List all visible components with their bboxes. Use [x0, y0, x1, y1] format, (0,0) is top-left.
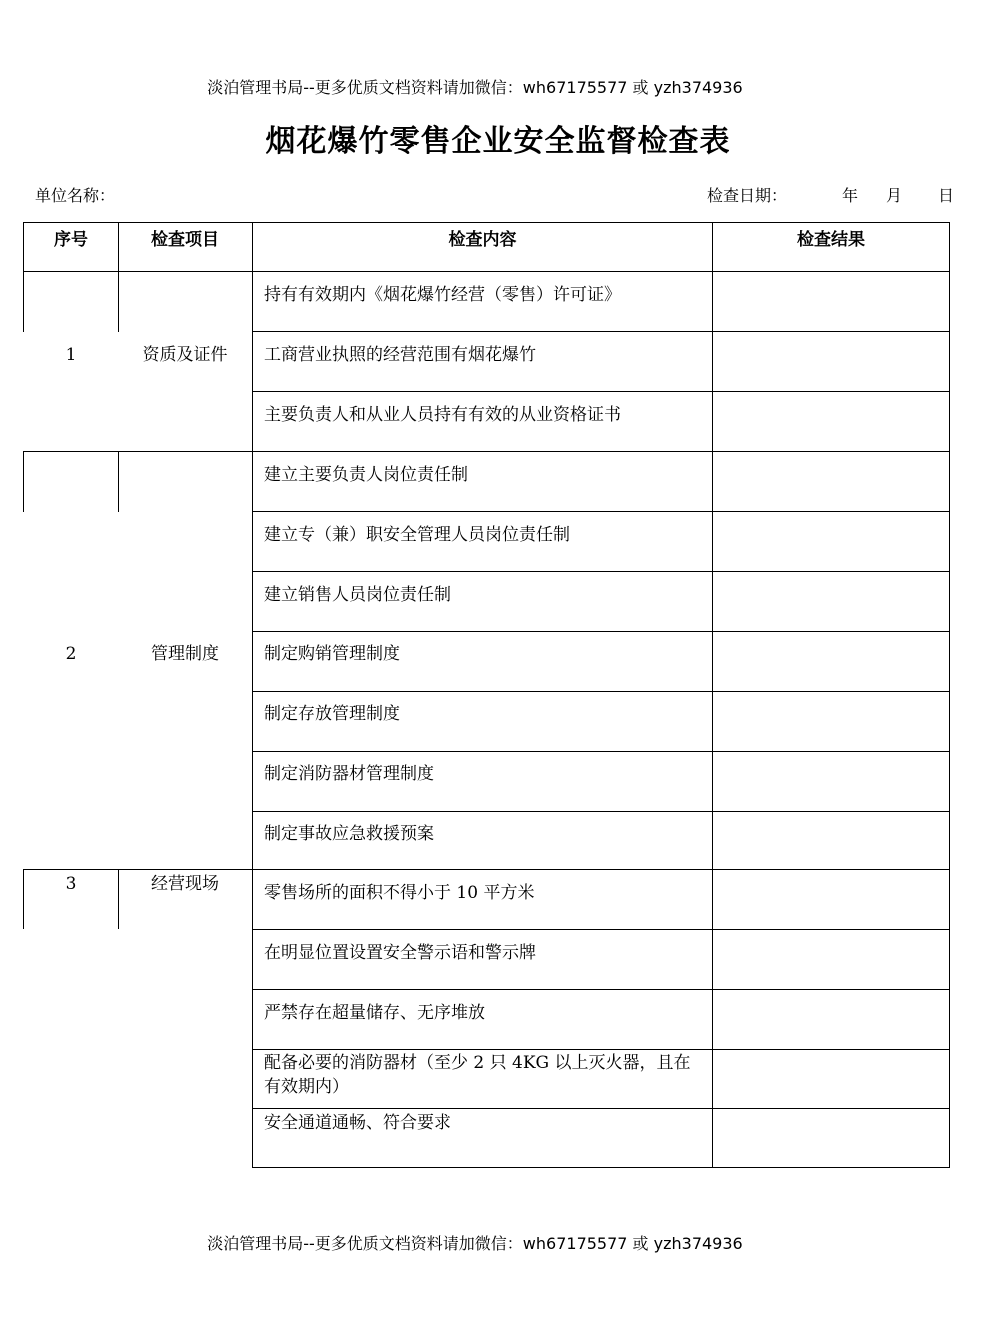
check-item: 严禁存在超量储存、无序堆放	[264, 1003, 485, 1023]
row-divider	[252, 631, 950, 632]
unit-name-label: 单位名称：	[35, 186, 116, 205]
column-line	[23, 451, 24, 512]
header-serial: 序号	[54, 230, 88, 250]
section-number: 2	[65, 644, 77, 664]
row-divider	[252, 811, 950, 812]
table-border	[23, 222, 950, 223]
check-item: 制定事故应急救援预案	[264, 824, 434, 844]
check-item: 工商营业执照的经营范围有烟花爆竹	[264, 345, 536, 365]
header-content: 检查内容	[448, 230, 517, 250]
row-divider	[252, 1108, 950, 1109]
header-note: 淡泊管理书局--更多优质文档资料请加微信：wh67175577 或 yzh374936	[207, 78, 743, 97]
page-title: 烟花爆竹零售企业安全监督检查表	[265, 124, 731, 159]
row-divider	[252, 691, 950, 692]
table-border	[252, 1167, 950, 1168]
row-divider	[252, 751, 950, 752]
section-divider	[23, 869, 950, 870]
section-category: 经营现场	[151, 874, 219, 894]
check-item: 零售场所的面积不得小于 10 平方米	[264, 883, 535, 903]
section-category: 资质及证件	[142, 345, 228, 365]
row-divider	[252, 331, 950, 332]
column-line	[949, 222, 950, 1168]
check-item: 制定购销管理制度	[264, 644, 400, 664]
check-item: 在明显位置设置安全警示语和警示牌	[264, 943, 536, 963]
row-divider	[252, 391, 950, 392]
check-item: 主要负责人和从业人员持有有效的从业资格证书	[264, 405, 621, 425]
row-divider	[252, 989, 950, 990]
column-line	[252, 222, 253, 1168]
check-item: 持有有效期内《烟花爆竹经营（零售）许可证》	[264, 285, 621, 305]
row-divider	[252, 929, 950, 930]
column-line	[118, 451, 119, 512]
section-number: 3	[65, 874, 77, 894]
month-label: 月	[886, 186, 903, 205]
table-border	[23, 271, 950, 272]
column-line	[712, 222, 713, 1168]
header-item: 检查项目	[151, 230, 219, 250]
date-label: 检查日期：	[707, 186, 788, 205]
check-item: 建立销售人员岗位责任制	[264, 585, 451, 605]
header-result: 检查结果	[797, 230, 865, 250]
check-item: 制定存放管理制度	[264, 704, 400, 724]
check-item: 建立专（兼）职安全管理人员岗位责任制	[264, 525, 570, 545]
row-divider	[252, 1049, 950, 1050]
section-number: 1	[65, 345, 77, 365]
check-item: 建立主要负责人岗位责任制	[264, 465, 468, 485]
footer-note: 淡泊管理书局--更多优质文档资料请加微信：wh67175577 或 yzh374936	[207, 1234, 743, 1253]
section-divider	[23, 451, 950, 452]
check-item: 安全通道通畅、符合要求	[264, 1113, 451, 1133]
year-label: 年	[842, 186, 859, 205]
row-divider	[252, 571, 950, 572]
check-item: 制定消防器材管理制度	[264, 764, 434, 784]
day-label: 日	[938, 186, 955, 205]
check-item: 配备必要的消防器材（至少 2 只 4KG 以上灭火器，且在有效期内）	[264, 1053, 691, 1097]
section-category: 管理制度	[151, 644, 219, 664]
row-divider	[252, 511, 950, 512]
